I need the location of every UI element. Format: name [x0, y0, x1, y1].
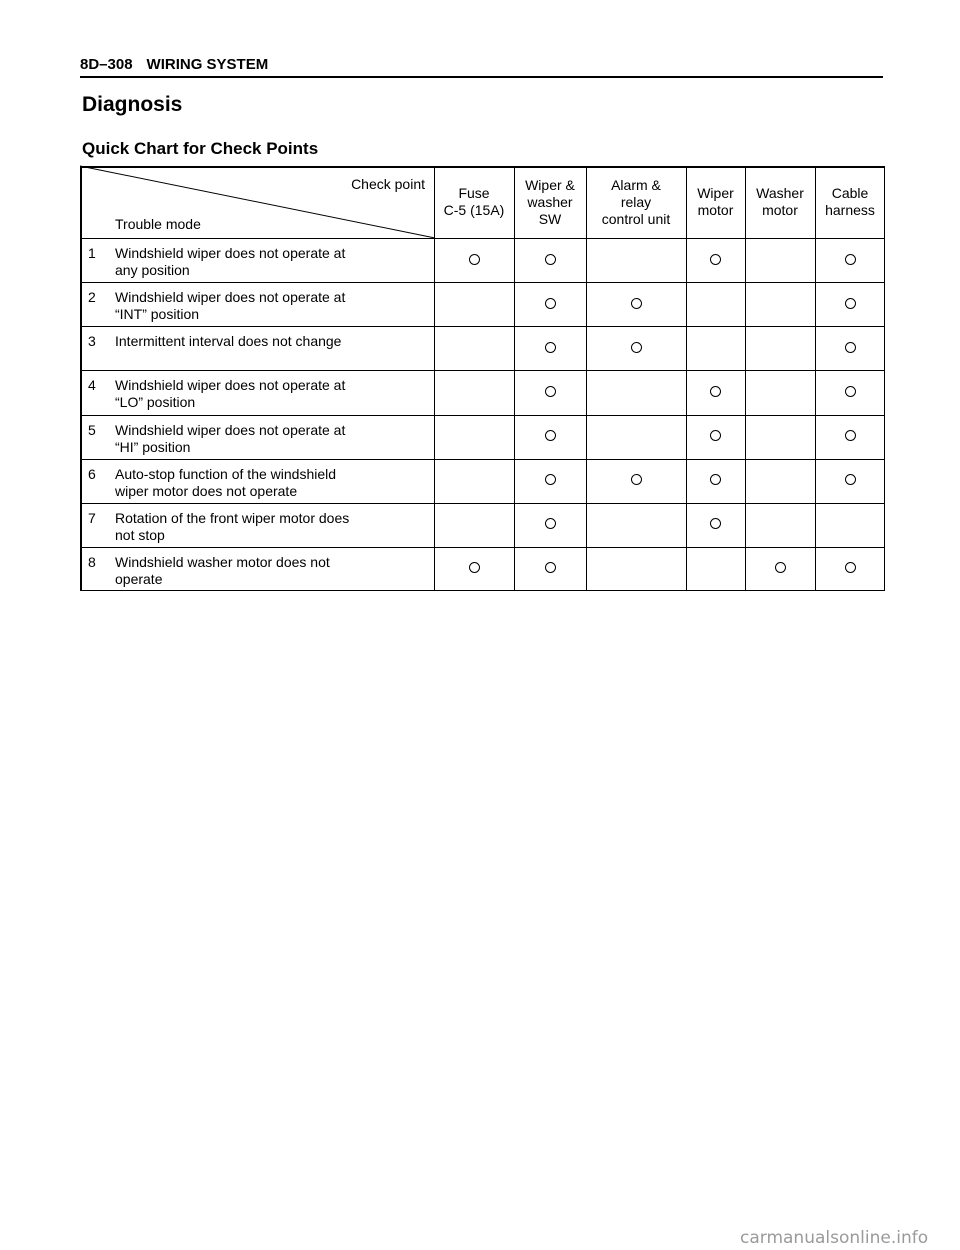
check-mark-circle: [469, 562, 480, 573]
table-border-left: [80, 166, 82, 591]
row-number: 7: [88, 509, 96, 526]
check-mark-circle: [710, 474, 721, 485]
chart-title: Quick Chart for Check Points: [82, 139, 319, 158]
quick-chart-table: [80, 166, 885, 591]
check-mark-circle: [631, 474, 642, 485]
check-mark-circle: [845, 254, 856, 265]
table-border-bottom: [80, 590, 885, 592]
row-number: 8: [88, 553, 96, 570]
check-mark-circle: [545, 562, 556, 573]
check-mark-circle: [545, 342, 556, 353]
column-header: Cable harness: [825, 185, 875, 218]
check-mark-circle: [545, 386, 556, 397]
row-number: 6: [88, 465, 96, 482]
check-mark-circle: [710, 386, 721, 397]
row-description: Intermittent interval does not change: [115, 333, 342, 350]
row-number: 1: [88, 245, 96, 261]
check-mark-circle: [710, 254, 721, 265]
row-divider: [80, 326, 885, 327]
row-number: 5: [88, 421, 96, 438]
page-number: 8D–308: [80, 56, 133, 73]
corner-check-point: Check point: [351, 176, 425, 192]
row-divider: [80, 459, 885, 460]
row-description: Windshield wiper does not operate at “HI” position: [115, 421, 346, 455]
row-description: Windshield wiper does not operate at “INT” position: [115, 289, 346, 323]
row-divider: [80, 370, 885, 371]
row-divider: [80, 282, 885, 283]
check-mark-circle: [845, 386, 856, 397]
row-number: 4: [88, 377, 96, 394]
check-mark-circle: [545, 518, 556, 529]
page-header: [80, 56, 883, 78]
corner-cell: [80, 166, 425, 238]
row-divider: [80, 415, 885, 416]
column-header: Wiper motor: [697, 185, 734, 218]
column-header: Alarm & relay control unit: [601, 176, 671, 227]
column-header: Washer motor: [756, 185, 804, 218]
check-mark-circle: [545, 430, 556, 441]
check-mark-circle: [710, 518, 721, 529]
check-mark-circle: [845, 342, 856, 353]
column-header: Fuse C-5 (15A): [443, 185, 505, 218]
check-mark-circle: [845, 430, 856, 441]
check-mark-circle: [545, 474, 556, 485]
check-mark-circle: [710, 430, 721, 441]
row-description: Windshield wiper does not operate at “LO” position: [115, 377, 346, 411]
check-mark-circle: [631, 298, 642, 309]
row-description: Rotation of the front wiper motor does not stop: [115, 509, 350, 543]
check-mark-circle: [631, 342, 642, 353]
check-mark-circle: [775, 562, 786, 573]
check-mark-circle: [545, 254, 556, 265]
watermark: carmanualsonline.info: [740, 1228, 929, 1248]
check-mark-circle: [845, 298, 856, 309]
header-divider: [80, 238, 885, 239]
section-title: WIRING SYSTEM: [146, 56, 269, 73]
page-title: Diagnosis: [82, 93, 183, 116]
row-number: 3: [88, 333, 96, 350]
row-description: Auto-stop function of the windshield wiper motor does not operate: [115, 465, 337, 499]
row-divider: [80, 547, 885, 548]
check-mark-circle: [469, 254, 480, 265]
corner-trouble-mode: Trouble mode: [115, 216, 201, 232]
row-divider: [80, 503, 885, 504]
check-mark-circle: [545, 298, 556, 309]
row-description: Windshield washer motor does not operate: [115, 553, 330, 587]
row-number: 2: [88, 289, 96, 306]
check-mark-circle: [845, 562, 856, 573]
check-mark-circle: [845, 474, 856, 485]
column-header: Wiper & washer SW: [525, 176, 575, 227]
row-description: Windshield wiper does not operate at any position: [115, 245, 346, 278]
